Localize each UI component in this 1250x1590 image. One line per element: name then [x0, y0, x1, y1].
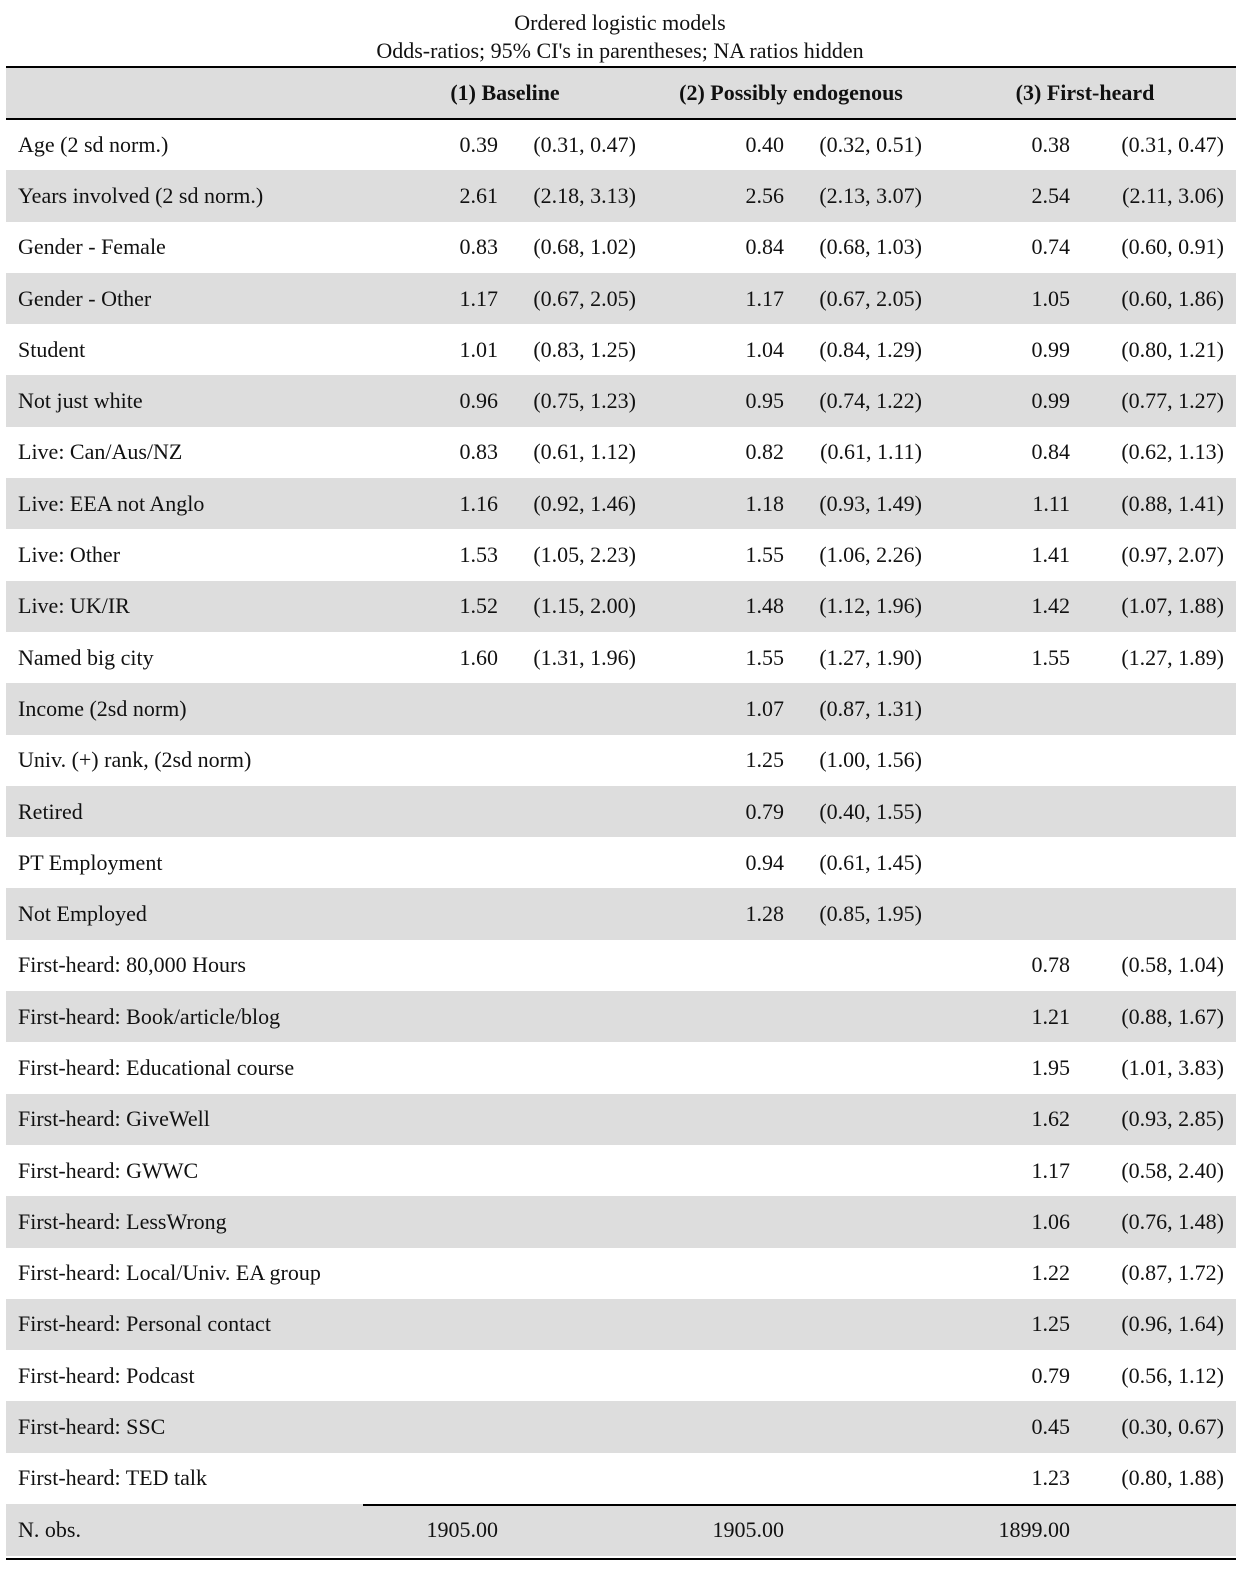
- odds-ratio-baseline: [362, 991, 498, 1042]
- row-label: Gender - Other: [18, 285, 152, 311]
- ci-first-heard: [1070, 735, 1236, 786]
- ci-endogenous: [784, 1145, 934, 1196]
- odds-ratio-first-heard: 0.78: [1031, 952, 1071, 978]
- odds-ratio-baseline: 1.52: [459, 593, 498, 619]
- table-row: [6, 273, 1236, 324]
- ci-first-heard: [1070, 837, 1236, 888]
- odds-ratio-endogenous: 0.94: [745, 849, 785, 875]
- table-row: [6, 478, 1236, 529]
- header-endogenous: (2) Possibly endogenous: [679, 80, 903, 105]
- odds-ratio-first-heard: 1.95: [1031, 1054, 1071, 1080]
- ci-endogenous: [784, 991, 934, 1042]
- ci-first-heard: (0.76, 1.48): [1121, 1208, 1225, 1234]
- ci-first-heard: (0.88, 1.41): [1121, 490, 1225, 516]
- odds-ratio-baseline: [362, 1145, 498, 1196]
- ci-baseline: [498, 940, 648, 991]
- ci-first-heard: (0.96, 1.64): [1121, 1311, 1225, 1337]
- odds-ratio-first-heard: 1.23: [1031, 1465, 1071, 1491]
- ci-endogenous: (0.84, 1.29): [819, 336, 923, 362]
- ci-endogenous: (0.40, 1.55): [819, 798, 923, 824]
- footer-row: [6, 1504, 1236, 1556]
- row-label: Live: Other: [18, 542, 121, 568]
- ci-first-heard: (0.58, 2.40): [1121, 1157, 1225, 1183]
- odds-ratio-first-heard: 1.22: [1031, 1260, 1071, 1286]
- odds-ratio-endogenous: [648, 1145, 784, 1196]
- ci-first-heard: (0.31, 0.47): [1121, 132, 1225, 158]
- ci-baseline: (0.67, 2.05): [533, 285, 637, 311]
- row-label: First-heard: 80,000 Hours: [18, 952, 246, 978]
- ci-baseline: [498, 1401, 648, 1452]
- odds-ratio-first-heard: 0.45: [1031, 1414, 1071, 1440]
- odds-ratio-baseline: [362, 1401, 498, 1452]
- header-baseline: (1) Baseline: [450, 80, 560, 105]
- ci-baseline: [498, 888, 648, 939]
- odds-ratio-first-heard: 0.84: [1031, 439, 1071, 465]
- regression-table: [6, 66, 1236, 1556]
- odds-ratio-first-heard: 0.99: [1031, 336, 1071, 362]
- ci-endogenous: [784, 1401, 934, 1452]
- ci-baseline: (1.31, 1.96): [533, 644, 637, 670]
- row-label: Live: UK/IR: [18, 593, 130, 619]
- odds-ratio-endogenous: 0.79: [745, 798, 785, 824]
- ci-endogenous: [784, 1350, 934, 1401]
- odds-ratio-baseline: [362, 1453, 498, 1504]
- odds-ratio-baseline: 2.61: [459, 182, 498, 208]
- ci-first-heard: (0.60, 0.91): [1121, 234, 1225, 260]
- ci-endogenous: [784, 1299, 934, 1350]
- odds-ratio-baseline: [362, 1350, 498, 1401]
- ci-endogenous: [784, 1042, 934, 1093]
- row-label: First-heard: TED talk: [18, 1465, 207, 1491]
- ci-endogenous: (1.12, 1.96): [819, 593, 923, 619]
- odds-ratio-endogenous: 1.25: [745, 747, 785, 773]
- odds-ratio-baseline: 0.83: [459, 234, 498, 260]
- odds-ratio-endogenous: [648, 1196, 784, 1247]
- ci-endogenous: (0.67, 2.05): [819, 285, 923, 311]
- odds-ratio-baseline: [362, 735, 498, 786]
- table-row: [6, 786, 1236, 837]
- table-row: [6, 1196, 1236, 1247]
- odds-ratio-first-heard: 0.99: [1031, 388, 1071, 414]
- ci-baseline: (0.83, 1.25): [533, 336, 637, 362]
- nobs-endogenous: 1905.00: [712, 1517, 785, 1543]
- table-row: [6, 1453, 1236, 1504]
- row-label: Not Employed: [18, 901, 147, 927]
- table-bottom-rule: [6, 1558, 1236, 1560]
- table-row: [6, 991, 1236, 1042]
- table-row: [6, 632, 1236, 683]
- odds-ratio-baseline: [362, 1042, 498, 1093]
- row-label: Not just white: [18, 388, 143, 414]
- table-row: [6, 375, 1236, 426]
- odds-ratio-baseline: [362, 1196, 498, 1247]
- ci-baseline: [498, 683, 648, 734]
- ci-endogenous: (0.61, 1.45): [819, 849, 923, 875]
- ci-first-heard: [1070, 786, 1236, 837]
- table-row: [6, 427, 1236, 478]
- ci-endogenous: [784, 1453, 934, 1504]
- ci-baseline: (1.15, 2.00): [533, 593, 637, 619]
- row-label: Years involved (2 sd norm.): [18, 182, 264, 208]
- ci-endogenous: (2.13, 3.07): [819, 182, 923, 208]
- odds-ratio-baseline: [362, 888, 498, 939]
- table-row: [6, 1401, 1236, 1452]
- row-label: First-heard: Book/article/blog: [18, 1003, 281, 1029]
- ci-baseline: (0.31, 0.47): [533, 132, 637, 158]
- odds-ratio-first-heard: [934, 735, 1070, 786]
- row-label: Retired: [18, 798, 83, 824]
- row-label: Named big city: [18, 644, 154, 670]
- odds-ratio-endogenous: [648, 1248, 784, 1299]
- ci-first-heard: (0.62, 1.13): [1121, 439, 1225, 465]
- row-label: First-heard: GiveWell: [18, 1106, 210, 1132]
- row-label: First-heard: SSC: [18, 1414, 166, 1440]
- odds-ratio-baseline: 1.60: [459, 644, 498, 670]
- ci-endogenous: (0.32, 0.51): [819, 132, 923, 158]
- ci-baseline: (1.05, 2.23): [533, 542, 637, 568]
- odds-ratio-endogenous: [648, 1401, 784, 1452]
- ci-baseline: [498, 991, 648, 1042]
- table-row: [6, 222, 1236, 273]
- odds-ratio-baseline: [362, 786, 498, 837]
- ci-endogenous: (0.74, 1.22): [819, 388, 923, 414]
- row-label: PT Employment: [18, 849, 163, 875]
- ci-endogenous: (0.87, 1.31): [819, 695, 923, 721]
- row-label: First-heard: Podcast: [18, 1362, 195, 1388]
- row-label: First-heard: GWWC: [18, 1157, 199, 1183]
- odds-ratio-first-heard: 1.21: [1031, 1003, 1071, 1029]
- odds-ratio-endogenous: [648, 1350, 784, 1401]
- row-label: Univ. (+) rank, (2sd norm): [18, 747, 252, 773]
- ci-baseline: (0.92, 1.46): [533, 490, 637, 516]
- ci-endogenous: [784, 1094, 934, 1145]
- ci-first-heard: (1.07, 1.88): [1121, 593, 1225, 619]
- odds-ratio-first-heard: 1.17: [1031, 1157, 1071, 1183]
- table-row: [6, 1094, 1236, 1145]
- odds-ratio-baseline: 0.83: [459, 439, 498, 465]
- ci-first-heard: (0.87, 1.72): [1121, 1260, 1225, 1286]
- ci-first-heard: (1.27, 1.89): [1121, 644, 1225, 670]
- ci-endogenous: (1.00, 1.56): [819, 747, 923, 773]
- table-row: [6, 1042, 1236, 1093]
- ci-baseline: (0.68, 1.02): [533, 234, 637, 260]
- ci-baseline: (0.61, 1.12): [533, 439, 637, 465]
- table-row: [6, 119, 1236, 170]
- table-subtitle: Odds-ratios; 95% CI's in parentheses; NA ratios hidden: [376, 38, 864, 63]
- header-label-cell: [6, 67, 362, 119]
- odds-ratio-first-heard: 1.25: [1031, 1311, 1071, 1337]
- ci-baseline: [498, 735, 648, 786]
- ci-endogenous: (0.93, 1.49): [819, 490, 923, 516]
- odds-ratio-first-heard: [934, 837, 1070, 888]
- row-label: First-heard: Educational course: [18, 1054, 295, 1080]
- odds-ratio-endogenous: 2.56: [745, 182, 785, 208]
- ci-baseline: [498, 1299, 648, 1350]
- odds-ratio-endogenous: [648, 1453, 784, 1504]
- ci-first-heard: [1070, 683, 1236, 734]
- row-label: First-heard: Local/Univ. EA group: [18, 1260, 321, 1286]
- odds-ratio-first-heard: 1.55: [1031, 644, 1071, 670]
- odds-ratio-first-heard: 1.06: [1031, 1208, 1071, 1234]
- table-row: [6, 837, 1236, 888]
- ci-endogenous: (0.61, 1.11): [820, 439, 923, 465]
- odds-ratio-baseline: [362, 683, 498, 734]
- ci-baseline: [498, 1453, 648, 1504]
- odds-ratio-first-heard: 0.79: [1031, 1362, 1071, 1388]
- ci-first-heard: (0.97, 2.07): [1121, 542, 1225, 568]
- table-row: [6, 1145, 1236, 1196]
- odds-ratio-first-heard: 0.38: [1031, 132, 1071, 158]
- odds-ratio-baseline: 0.96: [459, 388, 498, 414]
- row-label: Age (2 sd norm.): [18, 132, 169, 158]
- odds-ratio-baseline: [362, 1299, 498, 1350]
- odds-ratio-first-heard: [934, 888, 1070, 939]
- odds-ratio-endogenous: 0.95: [745, 388, 785, 414]
- ci-first-heard: (0.88, 1.67): [1121, 1003, 1225, 1029]
- row-label: Gender - Female: [18, 234, 166, 260]
- odds-ratio-endogenous: [648, 1042, 784, 1093]
- odds-ratio-baseline: [362, 940, 498, 991]
- row-label: First-heard: LessWrong: [18, 1208, 227, 1234]
- odds-ratio-endogenous: [648, 940, 784, 991]
- ci-first-heard: (0.60, 1.86): [1121, 285, 1225, 311]
- ci-first-heard: (0.77, 1.27): [1121, 388, 1225, 414]
- ci-endogenous: (0.85, 1.95): [819, 901, 923, 927]
- table-row: [6, 170, 1236, 221]
- odds-ratio-first-heard: 2.54: [1031, 182, 1071, 208]
- odds-ratio-first-heard: [934, 786, 1070, 837]
- ci-first-heard: [1070, 888, 1236, 939]
- table-row: [6, 1248, 1236, 1299]
- nobs-baseline: 1905.00: [426, 1517, 498, 1543]
- odds-ratio-first-heard: 1.11: [1032, 490, 1071, 516]
- table-row: [6, 324, 1236, 375]
- ci-baseline: [498, 1145, 648, 1196]
- table-row: [6, 735, 1236, 786]
- odds-ratio-baseline: [362, 837, 498, 888]
- odds-ratio-first-heard: 1.05: [1031, 285, 1071, 311]
- odds-ratio-baseline: 1.16: [459, 490, 498, 516]
- odds-ratio-baseline: 1.53: [459, 542, 498, 568]
- ci-endogenous: [784, 1196, 934, 1247]
- odds-ratio-first-heard: 1.42: [1031, 593, 1071, 619]
- table-row: [6, 1350, 1236, 1401]
- odds-ratio-baseline: 1.17: [459, 285, 498, 311]
- ci-endogenous: (0.68, 1.03): [819, 234, 923, 260]
- ci-baseline: (0.75, 1.23): [533, 388, 637, 414]
- table-title: Ordered logistic models: [514, 10, 726, 35]
- header-first-heard: (3) First-heard: [1015, 80, 1155, 105]
- ci-first-heard: (0.56, 1.12): [1121, 1362, 1225, 1388]
- ci-baseline: [498, 1196, 648, 1247]
- ci-first-heard: (1.01, 3.83): [1121, 1054, 1225, 1080]
- odds-ratio-endogenous: 1.48: [745, 593, 785, 619]
- row-label: Student: [18, 336, 86, 362]
- ci-baseline: [498, 1042, 648, 1093]
- odds-ratio-baseline: [362, 1248, 498, 1299]
- ci-endogenous: (1.06, 2.26): [819, 542, 923, 568]
- ci-baseline: [498, 1350, 648, 1401]
- odds-ratio-endogenous: 1.04: [745, 336, 785, 362]
- ci-first-heard: (0.80, 1.21): [1121, 336, 1225, 362]
- ci-endogenous: (1.27, 1.90): [819, 644, 923, 670]
- ci-first-heard: (0.58, 1.04): [1121, 952, 1225, 978]
- odds-ratio-endogenous: [648, 1094, 784, 1145]
- table-row: [6, 888, 1236, 939]
- nobs-first-heard: 1899.00: [998, 1517, 1071, 1543]
- ci-baseline: [498, 837, 648, 888]
- ci-first-heard: (0.80, 1.88): [1121, 1465, 1225, 1491]
- ci-first-heard: (0.93, 2.85): [1121, 1106, 1225, 1132]
- row-label: Live: Can/Aus/NZ: [18, 439, 183, 465]
- row-label: First-heard: Personal contact: [18, 1311, 271, 1337]
- odds-ratio-endogenous: 1.28: [745, 901, 785, 927]
- odds-ratio-endogenous: 0.40: [745, 132, 785, 158]
- row-label: Income (2sd norm): [18, 695, 187, 721]
- odds-ratio-baseline: [362, 1094, 498, 1145]
- odds-ratio-endogenous: 1.18: [745, 490, 785, 516]
- odds-ratio-baseline: 0.39: [459, 132, 498, 158]
- ci-baseline: (2.18, 3.13): [533, 182, 637, 208]
- odds-ratio-first-heard: [934, 683, 1070, 734]
- table-row: [6, 940, 1236, 991]
- header-row: [6, 67, 1236, 119]
- ci-baseline: [498, 786, 648, 837]
- odds-ratio-endogenous: [648, 991, 784, 1042]
- ci-baseline: [498, 1094, 648, 1145]
- table-row: [6, 529, 1236, 580]
- ci-first-heard: (2.11, 3.06): [1122, 182, 1225, 208]
- odds-ratio-endogenous: 1.55: [745, 644, 785, 670]
- table-body: [6, 119, 1236, 1504]
- footer-label: N. obs.: [18, 1517, 81, 1543]
- odds-ratio-endogenous: 0.82: [745, 439, 785, 465]
- odds-ratio-endogenous: 1.07: [745, 695, 785, 721]
- odds-ratio-baseline: 1.01: [459, 336, 498, 362]
- odds-ratio-endogenous: [648, 1299, 784, 1350]
- footer-top-rule: [363, 1504, 1236, 1506]
- odds-ratio-endogenous: 1.55: [745, 542, 785, 568]
- odds-ratio-first-heard: 1.62: [1031, 1106, 1071, 1132]
- row-label: Live: EEA not Anglo: [18, 490, 205, 516]
- table-row: [6, 581, 1236, 632]
- table-row: [6, 683, 1236, 734]
- ci-endogenous: [784, 1248, 934, 1299]
- odds-ratio-endogenous: 1.17: [745, 285, 785, 311]
- ci-endogenous: [784, 940, 934, 991]
- odds-ratio-first-heard: 1.41: [1031, 542, 1071, 568]
- odds-ratio-endogenous: 0.84: [745, 234, 785, 260]
- ci-first-heard: (0.30, 0.67): [1121, 1414, 1225, 1440]
- table-row: [6, 1299, 1236, 1350]
- odds-ratio-first-heard: 0.74: [1031, 234, 1071, 260]
- ci-baseline: [498, 1248, 648, 1299]
